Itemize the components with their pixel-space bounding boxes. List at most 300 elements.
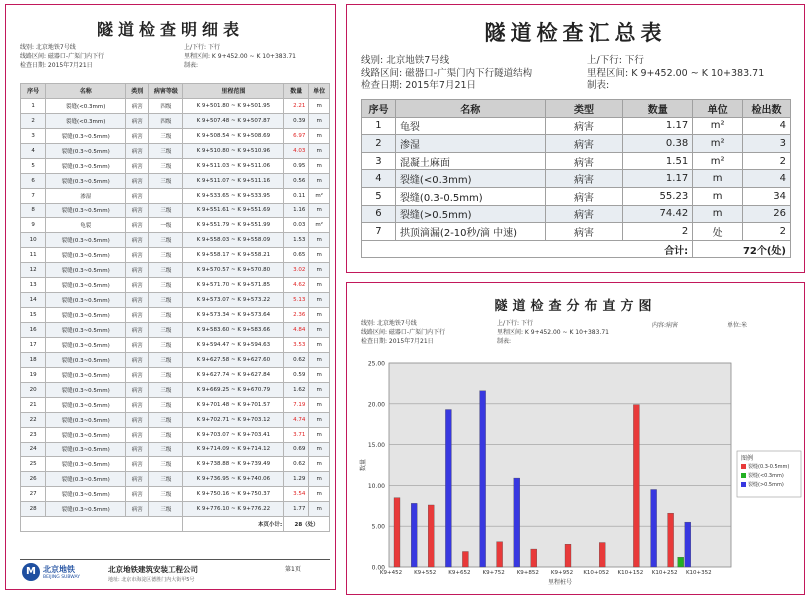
detail-cell-category: 病害	[126, 128, 149, 143]
detail-cell-grade: 三级	[149, 352, 183, 367]
detail-cell-grade: 三级	[149, 337, 183, 352]
detail-cell-category: 病害	[126, 113, 149, 128]
detail-cell-qty: 0.69	[284, 442, 309, 457]
detail-cell-no: 15	[21, 308, 46, 323]
x-tick-label: K9+852	[516, 570, 539, 576]
summary-meta-left	[361, 55, 532, 93]
detail-cell-no: 11	[21, 248, 46, 263]
detail-line: 线别: 北京地铁7号线	[20, 44, 76, 51]
col-header: 名称	[395, 100, 545, 118]
summary-cell-count: 4	[743, 170, 791, 188]
detail-cell-no: 17	[21, 337, 46, 352]
legend-label: 裂缝(0.3-0.5mm)	[748, 464, 790, 470]
summary-cell-count: 4	[743, 117, 791, 135]
detail-cell-grade: 三级	[149, 308, 183, 323]
table-row	[21, 203, 330, 218]
detail-cell-no: 19	[21, 367, 46, 382]
detail-cell-category: 病害	[126, 412, 149, 427]
summary-cell-no: 1	[362, 117, 396, 135]
detail-cell-category: 病害	[126, 472, 149, 487]
col-header: 病害等级	[149, 84, 183, 99]
detail-cell-range: K 9+627.58 ~ K 9+627.60	[183, 352, 284, 367]
detail-cell-category: 病害	[126, 352, 149, 367]
summary-sheet	[346, 4, 805, 273]
detail-cell-category: 病害	[126, 457, 149, 472]
detail-cell-category: 病害	[126, 158, 149, 173]
table-row	[362, 170, 791, 188]
detail-cell-grade: 三级	[149, 128, 183, 143]
detail-cell-category: 病害	[126, 248, 149, 263]
y-tick-label: 10.00	[367, 482, 385, 490]
detail-cell-no: 25	[21, 457, 46, 472]
detail-cell-unit: m²	[309, 188, 330, 203]
detail-cell-grade: 三级	[149, 367, 183, 382]
detail-cell-range: K 9+533.65 ~ K 9+533.95	[183, 188, 284, 203]
summary-cell-type: 病害	[545, 170, 623, 188]
detail-cell-category: 病害	[126, 308, 149, 323]
detail-cell-range: K 9+573.34 ~ K 9+573.64	[183, 308, 284, 323]
detail-cell-category: 病害	[126, 233, 149, 248]
detail-subtotal-label: 本页小计:	[183, 517, 284, 532]
summary-header-row	[362, 100, 791, 118]
summary-cell-no: 4	[362, 170, 396, 188]
detail-title: 隧道检查明细表	[96, 20, 244, 39]
summary-cell-name: 渗湿	[395, 135, 545, 153]
table-row	[21, 323, 330, 338]
detail-cell-range: K 9+501.80 ~ K 9+501.95	[183, 98, 284, 113]
detail-cell-name: 裂缝(0.3~0.5mm)	[46, 323, 126, 338]
detail-cell-grade: 一级	[149, 218, 183, 233]
detail-cell-grade: 三级	[149, 472, 183, 487]
detail-cell-range: K 9+669.25 ~ K 9+670.79	[183, 382, 284, 397]
detail-cell-qty: 1.77	[284, 502, 309, 517]
detail-cell-unit: m	[309, 98, 330, 113]
detail-cell-category: 病害	[126, 188, 149, 203]
y-tick-label: 0.00	[371, 564, 385, 572]
summary-cell-unit: 处	[693, 223, 743, 241]
detail-cell-unit: m²	[309, 218, 330, 233]
bar	[668, 513, 674, 567]
detail-cell-category: 病害	[126, 218, 149, 233]
chart-title: 隧道检查分布直方图	[494, 299, 657, 314]
detail-cell-range: K 9+551.61 ~ K 9+551.69	[183, 203, 284, 218]
summary-cell-no: 2	[362, 135, 396, 153]
detail-cell-range: K 9+750.16 ~ K 9+750.37	[183, 487, 284, 502]
detail-cell-qty: 0.62	[284, 457, 309, 472]
detail-cell-unit: m	[309, 337, 330, 352]
bar	[514, 478, 520, 567]
bar	[428, 505, 434, 567]
table-row	[362, 117, 791, 135]
detail-cell-grade: 四级	[149, 98, 183, 113]
detail-maker: 制表:	[184, 62, 199, 69]
page-number: 第1页	[285, 566, 301, 573]
detail-cell-qty: 0.59	[284, 367, 309, 382]
detail-cell-category: 病害	[126, 382, 149, 397]
chart-section: 线路区间: 磁器口-广渠门内下行	[361, 329, 446, 336]
detail-cell-grade: 三级	[149, 143, 183, 158]
detail-direction: 上/下行: 下行	[184, 44, 220, 51]
detail-cell-qty: 1.29	[284, 472, 309, 487]
table-row	[21, 502, 330, 517]
detail-cell-name: 裂缝(0.3~0.5mm)	[46, 233, 126, 248]
detail-cell-unit: m	[309, 352, 330, 367]
y-tick-label: 20.00	[367, 401, 385, 409]
detail-cell-grade: 三级	[149, 487, 183, 502]
summary-cell-count: 26	[743, 205, 791, 223]
detail-cell-category: 病害	[126, 203, 149, 218]
detail-subtotal-row	[21, 517, 330, 532]
detail-cell-qty: 7.19	[284, 397, 309, 412]
summary-cell-type: 病害	[545, 205, 623, 223]
detail-cell-range: K 9+571.70 ~ K 9+571.85	[183, 278, 284, 293]
summary-total-value: 72个(处)	[693, 240, 791, 258]
subway-logo-icon: M	[22, 563, 40, 581]
col-header: 序号	[362, 100, 396, 118]
x-tick-label: K10+352	[685, 570, 712, 576]
detail-cell-unit: m	[309, 457, 330, 472]
col-header: 数量	[623, 100, 693, 118]
summary-cell-count: 3	[743, 135, 791, 153]
detail-cell-no: 16	[21, 323, 46, 338]
table-row	[21, 233, 330, 248]
detail-cell-category: 病害	[126, 397, 149, 412]
x-axis-label: 里程桩号	[547, 579, 573, 586]
summary-cell-type: 病害	[545, 152, 623, 170]
detail-cell-no: 27	[21, 487, 46, 502]
table-row	[21, 382, 330, 397]
bar	[531, 549, 537, 567]
detail-cell-name: 裂缝(0.3~0.5mm)	[46, 293, 126, 308]
detail-cell-name: 裂缝(0.3~0.5mm)	[46, 173, 126, 188]
detail-cell-unit: m	[309, 382, 330, 397]
detail-cell-unit: m	[309, 158, 330, 173]
detail-cell-range: K 9+558.03 ~ K 9+558.09	[183, 233, 284, 248]
logo-cn: 北京地铁	[43, 565, 75, 574]
detail-cell-category: 病害	[126, 487, 149, 502]
detail-cell-grade: 三级	[149, 293, 183, 308]
summary-cell-no: 6	[362, 205, 396, 223]
detail-cell-no: 1	[21, 98, 46, 113]
detail-cell-qty: 2.21	[284, 98, 309, 113]
detail-cell-category: 病害	[126, 502, 149, 517]
detail-cell-name: 裂缝(0.3~0.5mm)	[46, 308, 126, 323]
detail-cell-grade: 三级	[149, 173, 183, 188]
table-row	[21, 128, 330, 143]
detail-cell-name: 裂缝(0.3~0.5mm)	[46, 352, 126, 367]
detail-cell-unit: m	[309, 173, 330, 188]
detail-cell-unit: m	[309, 278, 330, 293]
bar	[651, 489, 657, 567]
table-row	[21, 158, 330, 173]
bar	[685, 522, 691, 567]
summary-table	[361, 99, 791, 258]
summary-cell-qty: 1.17	[623, 117, 693, 135]
table-row	[21, 293, 330, 308]
table-row	[21, 263, 330, 278]
legend-label: 裂缝(>0.5mm)	[748, 482, 784, 488]
table-row	[21, 367, 330, 382]
detail-cell-qty: 3.02	[284, 263, 309, 278]
detail-cell-range: K 9+510.80 ~ K 9+510.96	[183, 143, 284, 158]
detail-cell-category: 病害	[126, 143, 149, 158]
detail-cell-range: K 9+627.74 ~ K 9+627.84	[183, 367, 284, 382]
detail-cell-grade: 三级	[149, 502, 183, 517]
detail-cell-unit: m	[309, 248, 330, 263]
detail-cell-no: 5	[21, 158, 46, 173]
detail-cell-grade: 三级	[149, 457, 183, 472]
detail-cell-no: 21	[21, 397, 46, 412]
detail-cell-name: 裂缝(0.3~0.5mm)	[46, 143, 126, 158]
detail-cell-grade: 三级	[149, 278, 183, 293]
x-tick-label: K9+552	[414, 570, 437, 576]
detail-date: 检查日期: 2015年7月21日	[20, 62, 93, 69]
table-row	[21, 113, 330, 128]
detail-cell-name: 裂缝(0.3~0.5mm)	[46, 472, 126, 487]
detail-cell-qty: 6.97	[284, 128, 309, 143]
detail-cell-name: 裂缝(0.3~0.5mm)	[46, 367, 126, 382]
detail-cell-no: 4	[21, 143, 46, 158]
detail-cell-qty: 0.39	[284, 113, 309, 128]
bar	[599, 543, 605, 567]
chart-date: 检查日期: 2015年7月21日	[361, 338, 434, 345]
detail-cell-no: 3	[21, 128, 46, 143]
detail-cell-no: 28	[21, 502, 46, 517]
detail-cell-grade: 三级	[149, 427, 183, 442]
detail-cell-name: 裂缝(0.3~0.5mm)	[46, 442, 126, 457]
table-row	[21, 427, 330, 442]
summary-cell-count: 2	[743, 223, 791, 241]
detail-cell-unit: m	[309, 143, 330, 158]
col-header: 序号	[21, 84, 46, 99]
table-row	[362, 152, 791, 170]
detail-cell-no: 26	[21, 472, 46, 487]
table-row	[21, 173, 330, 188]
detail-cell-qty: 3.53	[284, 337, 309, 352]
detail-cell-name: 裂缝(0.3~0.5mm)	[46, 382, 126, 397]
detail-cell-name: 裂缝(0.3~0.5mm)	[46, 337, 126, 352]
logo-en: BEIJING SUBWAY	[43, 575, 80, 580]
detail-cell-no: 18	[21, 352, 46, 367]
summary-cell-name: 混凝土麻面	[395, 152, 545, 170]
detail-cell-qty: 3.71	[284, 427, 309, 442]
summary-line: 线别: 北京地铁7号线	[361, 55, 450, 66]
chart-direction: 上/下行: 下行	[497, 320, 533, 327]
plot-area	[389, 363, 731, 567]
x-tick-label: K10+052	[583, 570, 610, 576]
detail-cell-no: 14	[21, 293, 46, 308]
detail-cell-grade: 三级	[149, 382, 183, 397]
detail-cell-unit: m	[309, 263, 330, 278]
table-row	[362, 135, 791, 153]
detail-cell-category: 病害	[126, 263, 149, 278]
detail-cell-qty: 1.53	[284, 233, 309, 248]
detail-cell-unit: m	[309, 323, 330, 338]
y-axis-label: 数量	[360, 458, 367, 472]
detail-cell-name: 裂缝(0.3~0.5mm)	[46, 278, 126, 293]
detail-sheet	[5, 4, 336, 590]
summary-cell-unit: m	[693, 170, 743, 188]
table-row	[21, 352, 330, 367]
detail-cell-range: K 9+703.07 ~ K 9+703.41	[183, 427, 284, 442]
detail-cell-qty: 0.65	[284, 248, 309, 263]
summary-cell-count: 2	[743, 152, 791, 170]
detail-table	[20, 83, 330, 532]
table-row	[21, 487, 330, 502]
detail-cell-range: K 9+511.03 ~ K 9+511.06	[183, 158, 284, 173]
detail-cell-name: 裂缝(<0.3mm)	[46, 113, 126, 128]
detail-cell-qty: 1.16	[284, 203, 309, 218]
detail-cell-category: 病害	[126, 367, 149, 382]
detail-cell-unit: m	[309, 502, 330, 517]
summary-cell-name: 裂缝(<0.3mm)	[395, 170, 545, 188]
table-row	[21, 397, 330, 412]
summary-cell-qty: 2	[623, 223, 693, 241]
col-header: 里程范围	[183, 84, 284, 99]
detail-cell-category: 病害	[126, 278, 149, 293]
detail-cell-no: 9	[21, 218, 46, 233]
detail-cell-grade: 三级	[149, 442, 183, 457]
y-tick-label: 15.00	[367, 442, 385, 450]
detail-cell-range: K 9+507.48 ~ K 9+507.87	[183, 113, 284, 128]
summary-total-label: 合计:	[362, 240, 693, 258]
detail-cell-name: 裂缝(0.3~0.5mm)	[46, 412, 126, 427]
summary-cell-name: 裂缝(>0.5mm)	[395, 205, 545, 223]
detail-cell-range: K 9+511.07 ~ K 9+511.16	[183, 173, 284, 188]
company-address: 地址: 北京市海淀区德胜门内大街甲5号	[108, 577, 195, 583]
summary-section: 线路区间: 磁器口-广渠门内下行隧道结构	[361, 67, 533, 79]
detail-cell-name: 裂缝(<0.3mm)	[46, 98, 126, 113]
detail-cell-category: 病害	[126, 293, 149, 308]
detail-cell-name: 龟裂	[46, 218, 126, 233]
detail-cell-category: 病害	[126, 323, 149, 338]
detail-cell-name: 裂缝(0.3~0.5mm)	[46, 203, 126, 218]
detail-cell-qty: 4.84	[284, 323, 309, 338]
detail-cell-unit: m	[309, 308, 330, 323]
table-row	[21, 218, 330, 233]
detail-cell-category: 病害	[126, 98, 149, 113]
summary-cell-no: 3	[362, 152, 396, 170]
detail-cell-name: 裂缝(0.3~0.5mm)	[46, 502, 126, 517]
chart-content: 内容:病害	[652, 322, 679, 329]
x-tick-label: K9+652	[448, 570, 471, 576]
detail-cell-name: 裂缝(0.3~0.5mm)	[46, 128, 126, 143]
table-row	[21, 248, 330, 263]
x-tick-label: K9+752	[482, 570, 505, 576]
detail-cell-unit: m	[309, 367, 330, 382]
detail-cell-unit: m	[309, 487, 330, 502]
detail-cell-grade: 三级	[149, 248, 183, 263]
company-name: 北京地铁建筑安装工程公司	[108, 565, 198, 574]
detail-cell-grade: 三级	[149, 233, 183, 248]
summary-cell-unit: m²	[693, 117, 743, 135]
histogram-chart	[347, 283, 806, 596]
table-row	[21, 278, 330, 293]
legend-swatch	[741, 482, 746, 487]
table-row	[21, 98, 330, 113]
detail-cell-no: 7	[21, 188, 46, 203]
bar	[394, 498, 400, 567]
bar	[497, 542, 503, 567]
detail-cell-category: 病害	[126, 173, 149, 188]
table-row	[21, 308, 330, 323]
detail-cell-no: 8	[21, 203, 46, 218]
detail-cell-qty: 0.56	[284, 173, 309, 188]
detail-cell-range: K 9+776.10 ~ K 9+776.22	[183, 502, 284, 517]
legend-label: 裂缝(<0.3mm)	[748, 473, 784, 479]
detail-cell-qty: 0.11	[284, 188, 309, 203]
detail-cell-grade	[149, 188, 183, 203]
summary-cell-unit: m²	[693, 152, 743, 170]
chart-line: 线别: 北京地铁7号线	[361, 320, 417, 327]
table-row	[21, 457, 330, 472]
detail-cell-category: 病害	[126, 442, 149, 457]
summary-cell-qty: 1.51	[623, 152, 693, 170]
detail-cell-range: K 9+738.88 ~ K 9+739.49	[183, 457, 284, 472]
detail-cell-grade: 三级	[149, 203, 183, 218]
table-row	[21, 442, 330, 457]
detail-footer	[20, 559, 330, 587]
x-tick-label: K9+452	[379, 570, 403, 576]
legend-title: 图例	[741, 455, 754, 462]
detail-cell-name: 裂缝(0.3~0.5mm)	[46, 263, 126, 278]
y-tick-label: 5.00	[371, 523, 385, 531]
summary-cell-qty: 55.23	[623, 187, 693, 205]
detail-mileage: 里程区间: K 9+452.00 ~ K 10+383.71	[184, 53, 296, 60]
detail-cell-qty: 2.36	[284, 308, 309, 323]
table-row	[21, 188, 330, 203]
detail-cell-no: 10	[21, 233, 46, 248]
summary-title: 隧道检查汇总表	[484, 21, 667, 45]
detail-cell-no: 23	[21, 427, 46, 442]
bar	[445, 410, 451, 567]
summary-cell-type: 病害	[545, 223, 623, 241]
y-tick-label: 25.00	[367, 360, 385, 368]
detail-cell-unit: m	[309, 233, 330, 248]
bar	[411, 503, 417, 567]
detail-cell-name: 裂缝(0.3~0.5mm)	[46, 457, 126, 472]
table-row	[21, 337, 330, 352]
bar	[633, 405, 639, 567]
detail-cell-name: 裂缝(0.3~0.5mm)	[46, 487, 126, 502]
col-header: 检出数	[743, 100, 791, 118]
bar	[480, 391, 486, 567]
detail-cell-qty: 3.54	[284, 487, 309, 502]
detail-meta-right	[184, 43, 296, 70]
detail-cell-grade: 三级	[149, 323, 183, 338]
detail-cell-unit: m	[309, 203, 330, 218]
summary-cell-type: 病害	[545, 135, 623, 153]
detail-cell-no: 6	[21, 173, 46, 188]
detail-cell-category: 病害	[126, 427, 149, 442]
detail-cell-range: K 9+508.54 ~ K 9+508.69	[183, 128, 284, 143]
summary-meta-right	[587, 55, 764, 93]
detail-cell-no: 2	[21, 113, 46, 128]
table-row	[21, 472, 330, 487]
table-row	[21, 143, 330, 158]
col-header: 类型	[545, 100, 623, 118]
detail-cell-qty: 4.03	[284, 143, 309, 158]
detail-cell-category: 病害	[126, 337, 149, 352]
bar	[678, 557, 684, 567]
detail-cell-no: 24	[21, 442, 46, 457]
detail-cell-range: K 9+570.57 ~ K 9+570.80	[183, 263, 284, 278]
detail-cell-name: 裂缝(0.3~0.5mm)	[46, 158, 126, 173]
x-tick-label: K10+152	[617, 570, 644, 576]
detail-cell-qty: 0.03	[284, 218, 309, 233]
detail-cell-no: 12	[21, 263, 46, 278]
detail-cell-qty: 0.62	[284, 352, 309, 367]
